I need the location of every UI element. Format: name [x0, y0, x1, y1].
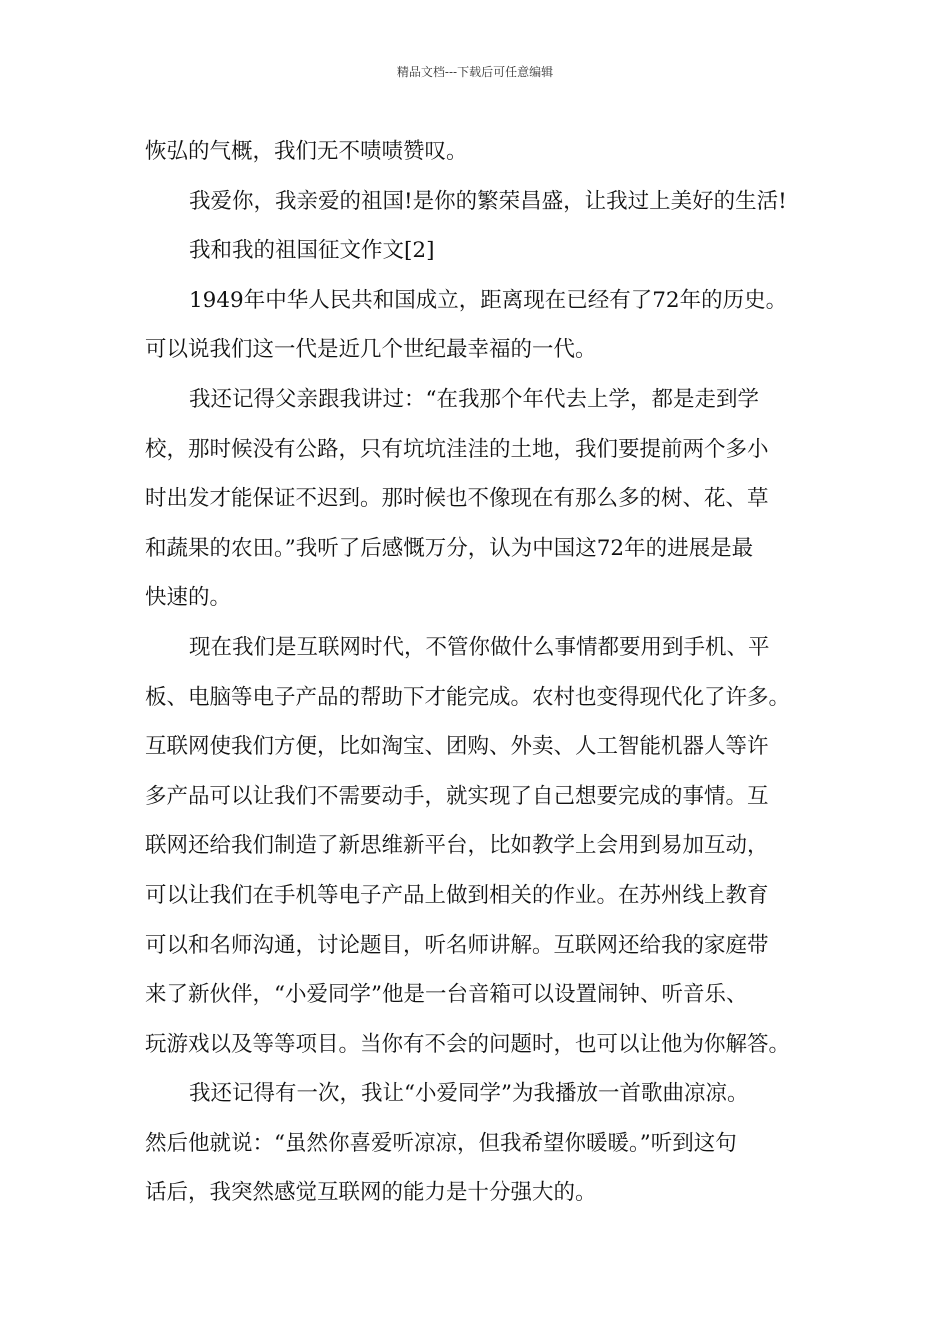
text-line: 现在我们是互联网时代，不管你做什么事情都要用到手机、平 [189, 634, 770, 660]
text-line: 1949年中华人民共和国成立，距离现在已经有了72年的历史。 [189, 287, 788, 313]
text-line: 板、电脑等电子产品的帮助下才能完成。农村也变得现代化了许多。 [145, 684, 791, 710]
text-line: 互联网使我们方便，比如淘宝、团购、外卖、人工智能机器人等许 [145, 734, 769, 760]
text-line: 联网还给我们制造了新思维新平台，比如教学上会用到易加互动， [145, 833, 769, 859]
text-line: 可以和名师沟通，讨论题目，听名师讲解。互联网还给我的家庭带 [145, 932, 769, 958]
text-line: 话后，我突然感觉互联网的能力是十分强大的。 [145, 1180, 597, 1206]
text-line: 可以让我们在手机等电子产品上做到相关的作业。在苏州线上教育 [145, 882, 769, 908]
page-header: 精品文档---下载后可任意编辑 [396, 65, 554, 79]
text-line: 快速的。 [145, 585, 232, 611]
text-line: 可以说我们这一代是近几个世纪最幸福的一代。 [145, 337, 597, 363]
text-line: 校，那时候没有公路，只有坑坑洼洼的土地，我们要提前两个多小 [145, 436, 769, 462]
text-line: 和蔬果的农田。”我听了后感慨万分，认为中国这72年的进展是最 [145, 535, 754, 561]
document-body [145, 127, 827, 1218]
text-line: 我和我的祖国征文作文[2] [189, 238, 435, 264]
text-line: 我还记得父亲跟我讲过：“在我那个年代去上学，都是走到学 [189, 386, 759, 412]
text-line: 然后他就说：“虽然你喜爱听凉凉，但我希望你暖暖。”听到这句 [145, 1130, 737, 1156]
text-line: 多产品可以让我们不需要动手，就实现了自己想要完成的事情。互 [145, 783, 769, 809]
text-line: 时出发才能保证不迟到。那时候也不像现在有那么多的树、花、草 [145, 486, 769, 512]
text-line: 玩游戏以及等等项目。当你有不会的问题时，也可以让他为你解答。 [145, 1031, 791, 1057]
text-line: 恢弘的气概，我们无不啧啧赞叹。 [145, 139, 468, 164]
text-line: 我还记得有一次，我让“小爱同学”为我播放一首歌曲凉凉。 [189, 1081, 749, 1107]
text-line: 来了新伙伴，“小爱同学”他是一台音箱可以设置闹钟、听音乐、 [145, 982, 748, 1008]
text-line: 我爱你，我亲爱的祖国!是你的繁荣昌盛，让我过上美好的生活! [189, 188, 787, 214]
